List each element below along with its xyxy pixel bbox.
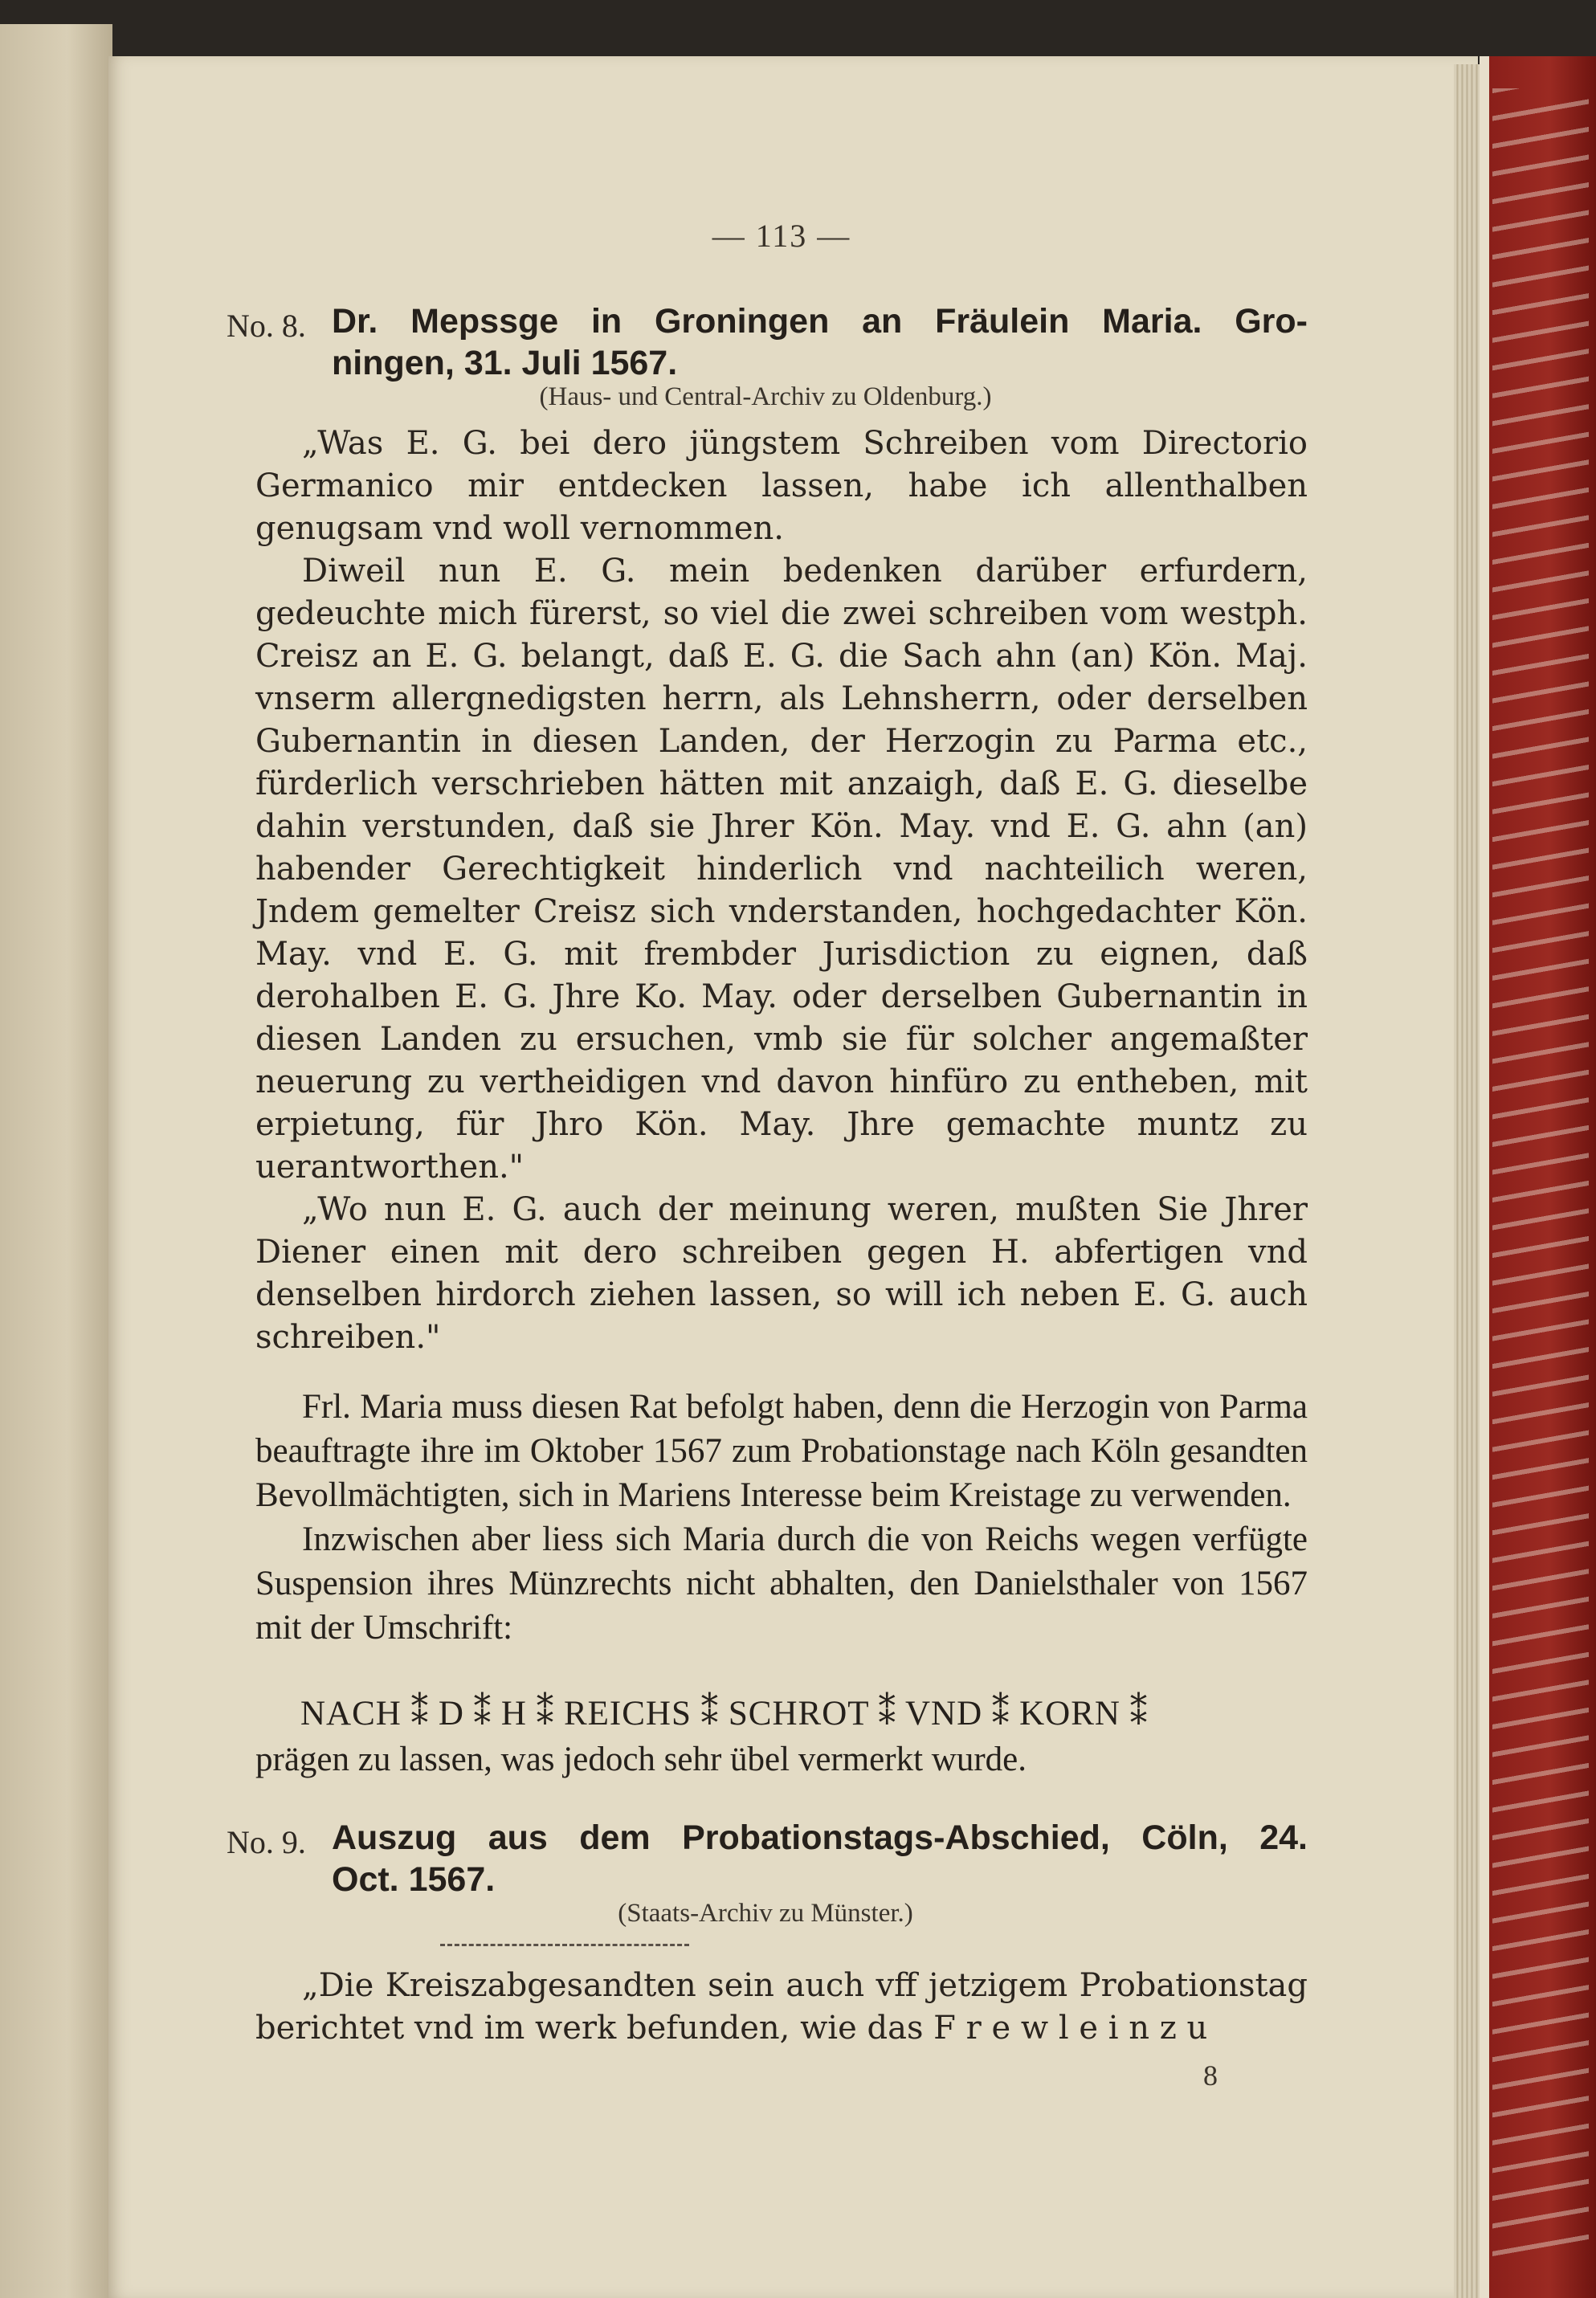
letter-quote [255,422,1308,1359]
commentary-end [255,1737,1308,1782]
quote-paragraph: „Wo nun E. G. auch der meinung weren, mußten Sie Jhrer Diener einen mit dero schreiben gegen H. abfertigen vnd denselben hirdorch ziehen lassen, so will ich neben E. G. auch schreiben." [255,1191,1308,1356]
cover-marbling [1492,88,1589,2257]
left-page-edge [0,24,112,2298]
signature-mark: 8 [1203,2059,1218,2092]
heading-line: Auszug aus dem Probationstags-Abschied, Cöln, 24. [332,1818,1308,1857]
commentary-paragraph: Frl. Maria muss diesen Rat befolgt haben, denn die Herzogin von Parma beauftragte ihre im Oktober 1567 zum Probationstage nach Köln gesandten Bevollmächtigten, sich in Mariens Interesse beim Kreistage zu verwenden. [255,1388,1308,1514]
omission-rule [440,1944,689,1946]
page-number: — 113 — [712,218,851,254]
document-number: No. 8. [227,308,306,344]
commentary-paragraph: prägen zu lassen, was jedoch sehr übel vermerkt wurde. [255,1741,1027,1778]
document-heading [332,300,1308,384]
heading-line: ningen, 31. Juli 1567. [332,344,678,382]
archive-source: (Staats-Archiv zu Münster.) [618,1899,913,1928]
letter-quote [255,1965,1308,2050]
heading-line: Oct. 1567. [332,1860,496,1899]
heading-line: Dr. Mepssge in Groningen an Fräulein Maria. Gro- [332,302,1308,341]
quote-paragraph: „Die Kreiszabgesandten sein auch vff jetzigem Probationstag berichtet vnd im werk befunden, wie das F r e w l e i n z u [255,1967,1308,2047]
coin-legend: NACH ⁑ D ⁑ H ⁑ REICHS ⁑ SCHROT ⁑ VND ⁑ KORN ⁑ [300,1695,1149,1733]
commentary [255,1385,1308,1650]
archive-source: (Haus- und Central-Archiv zu Oldenburg.) [539,382,992,411]
document-number: No. 9. [227,1824,306,1860]
quote-paragraph: Diweil nun E. G. mein bedenken darüber erfurdern, gedeuchte mich fürerst, so viel die zwei schreiben vom westph. Creisz an E. G. belangt, daß E. G. die Sach ahn (an) Kön. Maj. vnserm allergnedigsten herrn, als Lehnsherrn, oder derselben Gubernantin in diesen Landen, der Herzogin zu Parma etc., fürderlich verschrieben hätten mit anzaigh, daß E. G. dieselbe dahin verstunden, daß sie Jhrer Kön. May. vnd E. G. ahn (an) habender Gerechtigkeit hinderlich vnd nachteilich weren, Jndem gemelter Creisz sich vnderstanden, hochgedachter Kön. May. vnd E. G. mit frembder Jurisdiction zu eignen, daß derohalben E. G. Jhre Ko. May. oder derselben Gubernantin in diesen Landen zu ersuchen, vmb sie für solcher angemaßter neuerung zu vertheidigen vnd davon hinfüro zu entheben, mit erpietung, für Jhro Kön. May. Jhre gemachte muntz zu uerantworthen." [255,553,1308,1186]
quote-paragraph: „Was E. G. bei dero jüngstem Schreiben vom Directorio Germanico mir entdecken lassen, habe ich allenthalben genugsam vnd woll vernommen. [255,425,1308,547]
document-heading [332,1817,1308,1900]
commentary-paragraph: Inzwischen aber liess sich Maria durch die von Reichs wegen verfügte Suspension ihres Münzrechts nicht abhalten, den Danielsthaler von 1567 mit der Umschrift: [255,1520,1308,1647]
